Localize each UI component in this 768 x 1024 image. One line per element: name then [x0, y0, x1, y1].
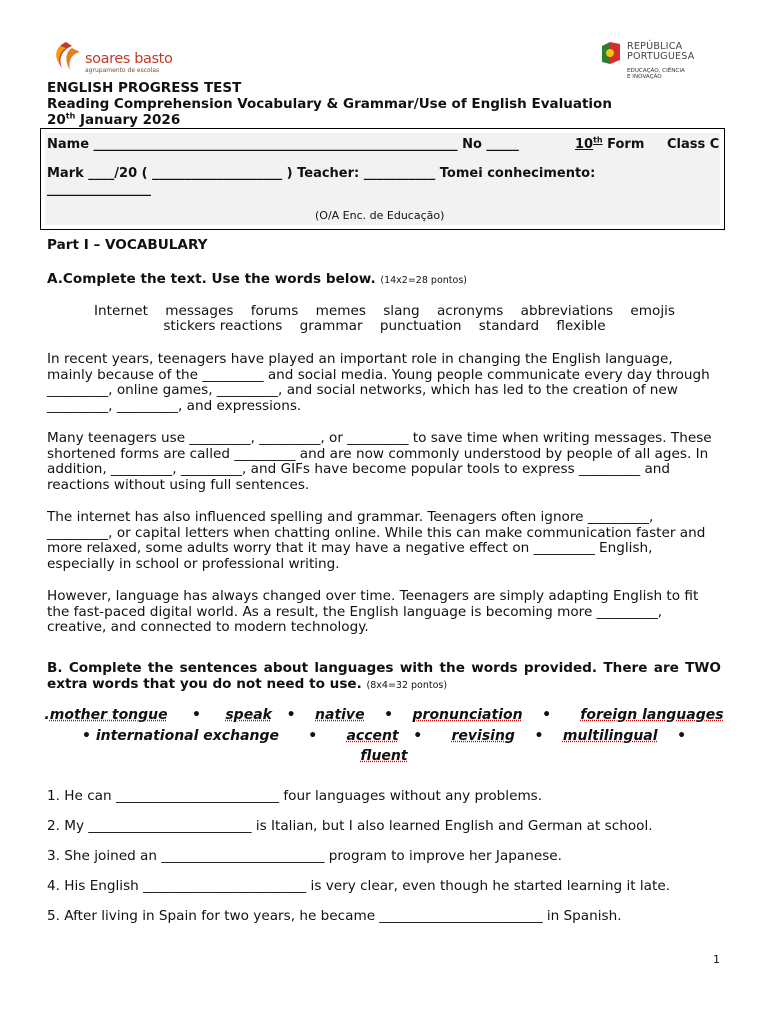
bullet-separator: •	[384, 707, 394, 723]
section-a-points: (14x2=28 pontos)	[380, 275, 467, 286]
word-bank-a-line2: stickers reactions grammar punctuation standard flexible	[163, 318, 606, 334]
ministry-line1: EDUCAÇÃO, CIÊNCIA	[627, 68, 685, 74]
section-b-points: (8x4=32 pontos)	[366, 680, 448, 691]
word-bank-b	[40, 705, 728, 767]
word-bank-a-line1: Internet messages forums memes slang acronyms abbreviations emojis	[94, 303, 675, 319]
word-bank-item: multilingual	[562, 727, 658, 744]
school-logo	[48, 38, 178, 74]
text-paragraph: The internet has also influenced spelling and grammar. Teenagers often ignore _________, _________, or capital letters when chatting online. While this can make communication faster and more relaxed, some adults worry that it may have a negative effect on _________ English, especially in school or professional writing.	[47, 509, 706, 573]
word-bank-item: native	[315, 707, 365, 723]
date-rest: January 2026	[75, 112, 181, 128]
ministry-label	[627, 68, 685, 81]
guardian-label: (O/A Enc. de Educação)	[315, 209, 445, 222]
date-day: 20	[47, 112, 66, 128]
republic-label	[627, 42, 695, 62]
school-logo-mark-icon	[48, 38, 84, 74]
part1-title: Part I – VOCABULARY	[47, 237, 208, 253]
government-logo	[600, 40, 710, 86]
page-number: 1	[713, 953, 720, 966]
form-number: 10	[575, 137, 594, 152]
ministry-line2: E INOVAÇÃO	[627, 74, 662, 81]
test-date	[47, 112, 180, 128]
word-bank-item: fluent	[360, 748, 408, 764]
word-bank-b-leading-dot: .	[44, 707, 50, 723]
word-bank-item: international exchange	[95, 727, 280, 744]
bullet-separator: •	[286, 707, 296, 723]
test-title: ENGLISH PROGRESS TEST	[47, 80, 242, 96]
word-bank-item: speak	[225, 707, 272, 723]
text-paragraph: Many teenagers use _________, _________, or _________ to save time when writing messages. These shortened forms are called _________ and are now commonly understood by people of all ages. In addition, _________, _________, and GIFs have become popular tools to express _________ and reactions without using full sentences.	[47, 430, 712, 494]
word-bank-item: revising	[451, 727, 515, 744]
word-bank-item: pronunciation	[412, 707, 523, 723]
class-label: Class C	[667, 137, 720, 152]
student-info-box	[40, 128, 725, 230]
question-item[interactable]: 5. After living in Spain for two years, he became ________________________ in Spanish.	[47, 908, 622, 924]
section-b-heading	[47, 660, 721, 694]
section-b-instruction: B. Complete the sentences about languages with the words provided. There are TWO extra words that you do not need to use.	[47, 660, 721, 692]
question-item[interactable]: 1. He can ________________________ four languages without any problems.	[47, 788, 543, 804]
portugal-flag-icon	[600, 40, 622, 66]
form-label: Form	[602, 137, 645, 152]
school-logo-subtitle: agrupamento de escolas	[85, 67, 160, 74]
bullet-separator: •	[413, 727, 423, 744]
form-suffix: th	[593, 135, 603, 145]
mark-field[interactable]: Mark ____/20 ( ____________________ ) Teacher: ___________ Tomei conhecimento:	[47, 166, 596, 181]
bullet-separator: •	[308, 727, 318, 744]
section-a-heading	[47, 271, 467, 287]
question-item[interactable]: 2. My ________________________ is Italian, but I also learned English and German at school.	[47, 818, 653, 834]
question-item[interactable]: 4. His English ________________________ is very clear, even though he started learning it late.	[47, 878, 671, 894]
bullet-separator: •	[542, 707, 552, 723]
date-suffix: th	[65, 111, 76, 121]
test-subtitle: Reading Comprehension Vocabulary & Grammar/Use of English Evaluation	[47, 96, 612, 112]
signature-field[interactable]: ________________	[47, 182, 151, 197]
text-paragraph: However, language has always changed over time. Teenagers are simply adapting English to fit the fast-paced digital world. As a result, the English language is becoming more _________, creative, and connected to modern technology.	[47, 588, 699, 636]
school-logo-name: soares basto	[85, 51, 173, 67]
republic-line1: REPÚBLICA	[627, 41, 683, 52]
bullet-separator: •	[534, 727, 544, 744]
word-bank-item: accent	[346, 727, 399, 744]
word-bank-item: mother tongue	[49, 707, 168, 723]
text-paragraph: In recent years, teenagers have played an important role in changing the English language, mainly because of the _________ and social media. Young people communicate every day through _________, online games, _________, and social networks, which has led to the creation of new _________, _________, and expressions.	[47, 351, 710, 415]
bullet-separator: •	[81, 727, 91, 744]
bullet-separator: •	[677, 727, 687, 744]
form-field	[575, 137, 644, 152]
question-item[interactable]: 3. She joined an ________________________ program to improve her Japanese.	[47, 848, 562, 864]
republic-line2: PORTUGUESA	[627, 51, 695, 62]
word-bank-item: foreign languages	[580, 707, 724, 723]
bullet-separator: •	[192, 707, 201, 723]
name-field[interactable]: Name ________________________________________________________ No _____	[47, 137, 519, 152]
section-a-instruction: A.Complete the text. Use the words below.	[47, 271, 376, 287]
